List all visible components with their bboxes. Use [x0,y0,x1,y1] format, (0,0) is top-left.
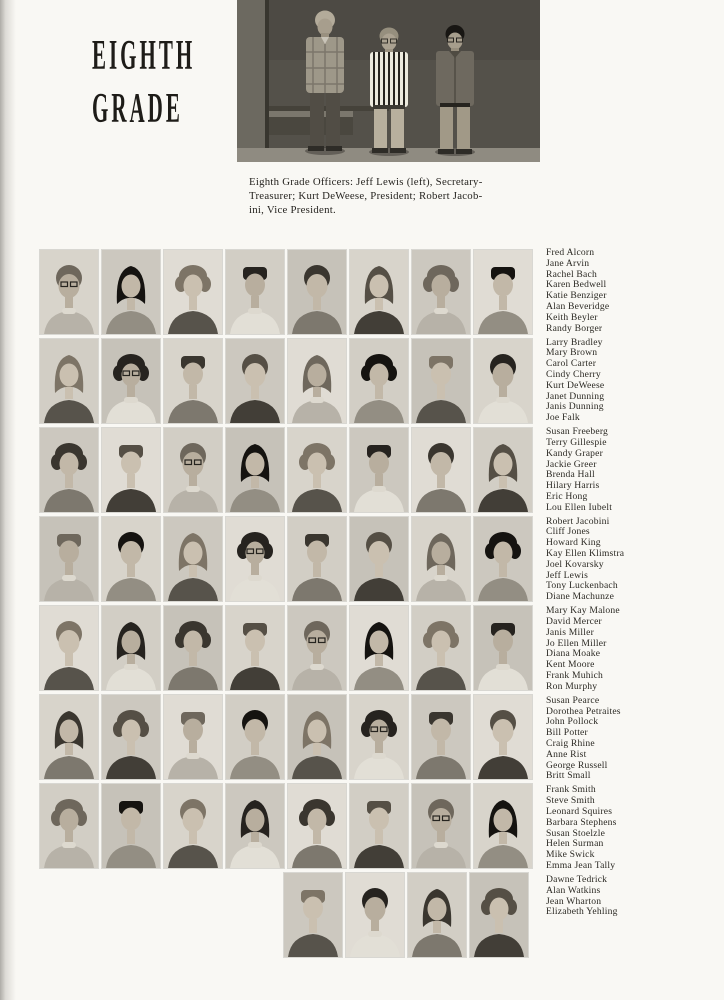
portrait-photo [474,606,532,690]
student-name: Diana Moake [546,648,601,660]
portrait-silhouette-icon [346,873,404,957]
portrait-photo [288,606,346,690]
student-name: Susan Pearce [546,694,600,706]
student-name: Randy Borger [546,322,603,334]
student-name: Ron Murphy [546,680,598,692]
photo-row [40,428,534,512]
portrait-silhouette-icon [164,339,222,423]
student-name: Janet Dunning [546,390,605,402]
portrait-silhouette-icon [474,339,532,423]
student-name: Britt Small [546,770,591,782]
portrait-photo [164,339,222,423]
student-name: Leonard Squires [546,805,613,817]
student-name: Barbara Stephens [546,816,617,828]
portrait-photo [164,428,222,512]
portrait-silhouette-icon [350,695,408,779]
portrait-photo [226,517,284,601]
student-name: Frank Smith [546,784,596,796]
name-group [546,248,720,334]
portrait-silhouette-icon [412,428,470,512]
student-name: Bill Potter [546,727,588,739]
portrait-photo [474,339,532,423]
portrait-silhouette-icon [102,428,160,512]
student-name: Rachel Bach [546,268,597,280]
portrait-photo [350,339,408,423]
portrait-silhouette-icon [474,606,532,690]
student-name: Fred Alcorn [546,247,595,258]
portrait-photo [164,784,222,868]
portrait-silhouette-icon [412,695,470,779]
portrait-silhouette-icon [288,695,346,779]
portrait-silhouette-icon [102,695,160,779]
portrait-silhouette-icon [288,428,346,512]
portrait-silhouette-icon [226,250,284,334]
portrait-photo [40,517,98,601]
student-name: Carol Carter [546,358,597,370]
portrait-photo [350,784,408,868]
portrait-silhouette-icon [40,250,98,334]
portrait-photo [164,695,222,779]
portrait-photo [474,695,532,779]
page-edge-shadow [0,0,16,1000]
student-name: Howard King [546,537,601,549]
officers-caption [249,176,561,217]
portrait-photo [288,339,346,423]
portrait-silhouette-icon [474,517,532,601]
portrait-silhouette-icon [474,250,532,334]
portrait-photo [164,606,222,690]
portrait-silhouette-icon [408,873,466,957]
student-name: Mary Brown [546,347,598,359]
portrait-silhouette-icon [350,428,408,512]
student-name: Dorothea Petraites [546,705,621,717]
student-name: Kurt DeWeese [546,379,605,391]
portrait-silhouette-icon [102,517,160,601]
student-name: Alan Watkins [546,884,601,896]
roster-names-panel [546,248,720,921]
portrait-photo [412,606,470,690]
student-name: Hilary Harris [546,480,600,492]
portrait-photo [412,250,470,334]
portrait-photo [226,695,284,779]
student-name: Susan Freeberg [546,426,609,438]
student-name: Katie Benziger [546,290,607,302]
name-group [546,875,720,918]
portrait-silhouette-icon [40,428,98,512]
student-name: Helen Surman [546,838,604,850]
student-name: Cliff Jones [546,526,590,538]
portrait-silhouette-icon [40,695,98,779]
student-name: Elizabeth Yehling [546,906,618,918]
portrait-photo [102,606,160,690]
portrait-silhouette-icon [164,517,222,601]
portrait-photo [40,695,98,779]
portrait-photo [164,250,222,334]
student-name: Craig Rhine [546,738,595,749]
student-name: George Russell [546,759,608,771]
portrait-photo [412,428,470,512]
portrait-photo [226,784,284,868]
portrait-silhouette-icon [40,517,98,601]
student-name: Dawne Tedrick [546,873,608,885]
officers-photo-illustration-icon [237,0,540,162]
portrait-silhouette-icon [412,250,470,334]
portrait-photo [288,517,346,601]
title-line-grade: GRADE [92,86,183,132]
name-group [546,427,720,513]
portrait-photo [350,428,408,512]
portrait-photo [350,695,408,779]
portrait-photo [288,784,346,868]
portrait-photo [226,250,284,334]
portrait-silhouette-icon [288,250,346,334]
portrait-silhouette-icon [102,250,160,334]
student-name: John Pollock [546,716,599,728]
portrait-silhouette-icon [350,250,408,334]
portrait-silhouette-icon [226,695,284,779]
portrait-silhouette-icon [164,784,222,868]
portrait-photo [102,517,160,601]
portrait-photo [412,784,470,868]
portrait-photo [284,873,342,957]
portrait-silhouette-icon [350,784,408,868]
portrait-photo [288,250,346,334]
student-name: Jeff Lewis [546,569,589,581]
name-group [546,606,720,692]
student-name: Karen Bedwell [546,279,607,291]
portrait-silhouette-icon [470,873,528,957]
photo-row [40,250,534,334]
portrait-photo [474,517,532,601]
portrait-silhouette-icon [164,428,222,512]
portrait-photo [226,339,284,423]
portrait-silhouette-icon [412,784,470,868]
student-name: Kent Moore [546,659,595,671]
portrait-photo [102,339,160,423]
student-name: Steve Smith [546,795,595,807]
portrait-photo [470,873,528,957]
name-group [546,517,720,603]
student-name: Larry Bradley [546,336,603,348]
portrait-silhouette-icon [474,695,532,779]
portrait-photo [102,695,160,779]
portrait-silhouette-icon [350,517,408,601]
portrait-photo [350,606,408,690]
portrait-photo [474,250,532,334]
title-line-eighth: EIGHTH [92,33,196,79]
student-name: Kandy Graper [546,447,604,459]
name-group [546,785,720,871]
portrait-silhouette-icon [164,606,222,690]
portrait-silhouette-icon [288,784,346,868]
student-name: Kay Ellen Klimstra [546,548,625,560]
student-name: Robert Jacobini [546,515,610,527]
name-group [546,338,720,424]
portrait-silhouette-icon [40,784,98,868]
officers-group-photo [237,0,540,162]
portrait-silhouette-icon [350,606,408,690]
portrait-silhouette-icon [412,339,470,423]
student-name: Susan Stoelzle [546,827,606,839]
portrait-silhouette-icon [40,606,98,690]
photo-row-spacer [40,873,284,957]
portrait-photo [288,695,346,779]
student-name: Brenda Hall [546,469,595,481]
student-name: Jean Wharton [546,895,602,907]
photo-row [40,339,534,423]
student-name: Mike Swick [546,849,595,861]
portrait-silhouette-icon [284,873,342,957]
portrait-photo [40,339,98,423]
portrait-silhouette-icon [288,339,346,423]
portrait-silhouette-icon [288,606,346,690]
student-name: Emma Jean Tally [546,859,616,871]
caption-line: Eighth Grade Officers: Jeff Lewis (left), Secretary- [249,176,483,188]
student-name: David Mercer [546,616,602,628]
portrait-photo [226,606,284,690]
portrait-photo [288,428,346,512]
student-name: Jo Ellen Miller [546,637,607,649]
portrait-photo [412,695,470,779]
portrait-photo [346,873,404,957]
student-name: Keith Beyler [546,311,598,323]
portrait-silhouette-icon [226,339,284,423]
student-name: Janis Dunning [546,401,604,413]
caption-line: ini, Vice President. [249,203,336,216]
portrait-photo [102,250,160,334]
portrait-silhouette-icon [412,517,470,601]
student-name: Joe Falk [546,412,580,424]
portrait-photo [474,784,532,868]
student-name: Lou Ellen Iubelt [546,501,613,513]
portrait-silhouette-icon [102,606,160,690]
portrait-silhouette-icon [102,339,160,423]
portrait-photo [164,517,222,601]
caption-line: Treasurer; Kurt DeWeese, President; Robert Jacob- [249,189,483,202]
portrait-silhouette-icon [164,695,222,779]
photo-row [40,784,534,868]
student-name: Joel Kovarsky [546,558,604,570]
portrait-photo [40,606,98,690]
portrait-silhouette-icon [226,606,284,690]
student-name: Anne Rist [546,748,587,760]
student-name: Janis Miller [546,626,594,638]
portrait-silhouette-icon [350,339,408,423]
student-name: Frank Muhich [546,670,604,682]
portrait-silhouette-icon [412,606,470,690]
portrait-silhouette-icon [226,428,284,512]
student-name: Jane Arvin [546,257,590,269]
portrait-silhouette-icon [102,784,160,868]
student-name: Eric Hong [546,490,588,502]
student-name: Tony Luckenbach [546,580,618,592]
portrait-photo [40,428,98,512]
portrait-photo [102,428,160,512]
portrait-silhouette-icon [474,784,532,868]
name-group [546,696,720,782]
student-name: Cindy Cherry [546,368,601,380]
photo-row [40,606,534,690]
student-name: Jackie Greer [546,458,597,470]
portrait-silhouette-icon [226,784,284,868]
portrait-grid [40,250,534,962]
portrait-photo [412,339,470,423]
portrait-photo [408,873,466,957]
portrait-photo [40,784,98,868]
portrait-photo [102,784,160,868]
photo-row [40,517,534,601]
portrait-photo [350,250,408,334]
portrait-photo [474,428,532,512]
portrait-silhouette-icon [474,428,532,512]
portrait-silhouette-icon [164,250,222,334]
portrait-silhouette-icon [288,517,346,601]
student-name: Alan Beveridge [546,300,610,312]
portrait-silhouette-icon [40,339,98,423]
photo-row [40,873,534,957]
student-name: Diane Machunze [546,591,615,603]
portrait-photo [350,517,408,601]
photo-row [40,695,534,779]
portrait-photo [226,428,284,512]
student-name: Mary Kay Malone [546,605,620,617]
portrait-silhouette-icon [226,517,284,601]
student-name: Terry Gillespie [546,436,607,448]
portrait-photo [40,250,98,334]
portrait-photo [412,517,470,601]
